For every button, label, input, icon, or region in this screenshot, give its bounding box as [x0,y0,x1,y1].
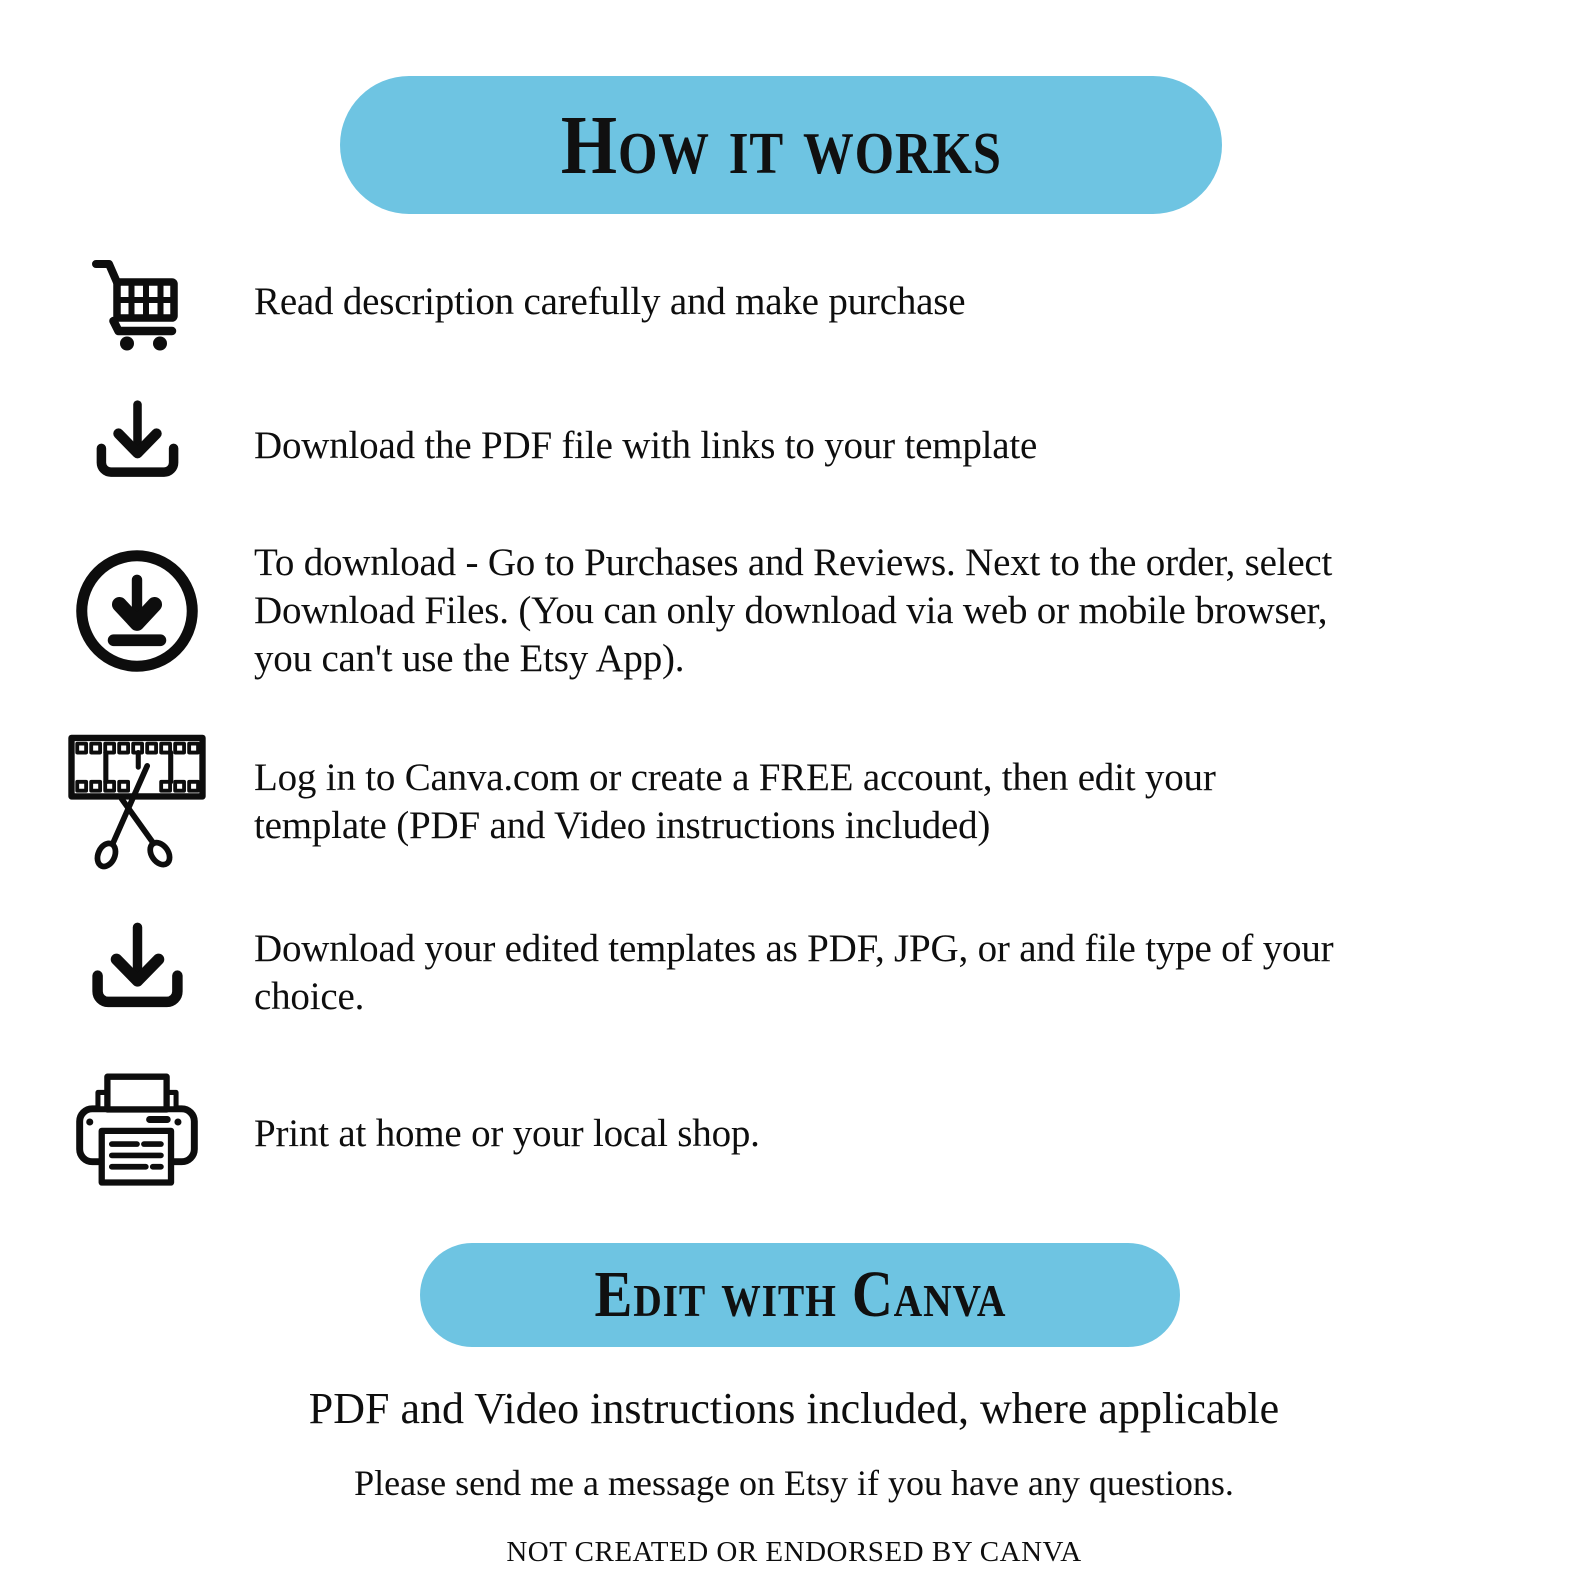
step-line: To download - Go to Purchases and Reviews. Next to the order, select [254,541,1333,584]
step-text [254,278,965,326]
step-row-how-to-download [62,539,1588,683]
step-icon [62,252,212,352]
step-line: Download the PDF file with links to your template [254,423,1038,467]
step-icon [62,1071,212,1197]
step-icon [62,546,212,676]
step-row-download-edited [62,920,1588,1025]
footer-disclaimer: NOT CREATED OR ENDORSED BY CANVA [506,1536,1082,1568]
steps-list [0,252,1588,1197]
step-line: you can't use the Etsy App). [254,637,685,680]
step-icon [62,729,212,874]
step-row-canva-login [62,729,1588,874]
step-icon [62,398,212,493]
step-row-download-pdf [62,398,1588,493]
edit-with-canva-banner [420,1243,1180,1347]
step-text [254,925,1333,1021]
step-line: Print at home or your local shop. [254,1112,760,1155]
edit-with-canva-title: Edit with Canva [594,1258,1006,1331]
shopping-cart-icon [87,252,187,352]
step-text [254,754,1216,850]
header-banner [340,76,1222,214]
printer-icon [74,1071,200,1197]
download-tray-icon [90,398,185,493]
step-text [254,422,1037,470]
film-scissors-icon [67,729,207,874]
step-row-print [62,1071,1588,1197]
step-line: template (PDF and Video instructions included) [254,803,991,847]
step-line: Download Files. (You can only download via web or mobile browser, [254,589,1328,632]
download-circle-icon [72,546,202,676]
page-title: How it works [560,98,1002,192]
step-icon [62,920,212,1025]
footer-note-secondary: Please send me a message on Etsy if you have any questions. [354,1463,1234,1503]
step-line: Read description carefully and make purchase [254,280,966,323]
step-line: Log in to Canva.com or create a FREE account, then edit your [254,755,1216,799]
step-row-purchase [62,252,1588,352]
download-tray-icon [85,920,190,1025]
step-line: Download your edited templates as PDF, JPG, or and file type of your [254,926,1334,970]
footer-note-primary: PDF and Video instructions included, where applicable [308,1384,1280,1433]
step-text [254,1110,760,1158]
step-line: choice. [254,974,365,1018]
step-text [254,539,1332,683]
